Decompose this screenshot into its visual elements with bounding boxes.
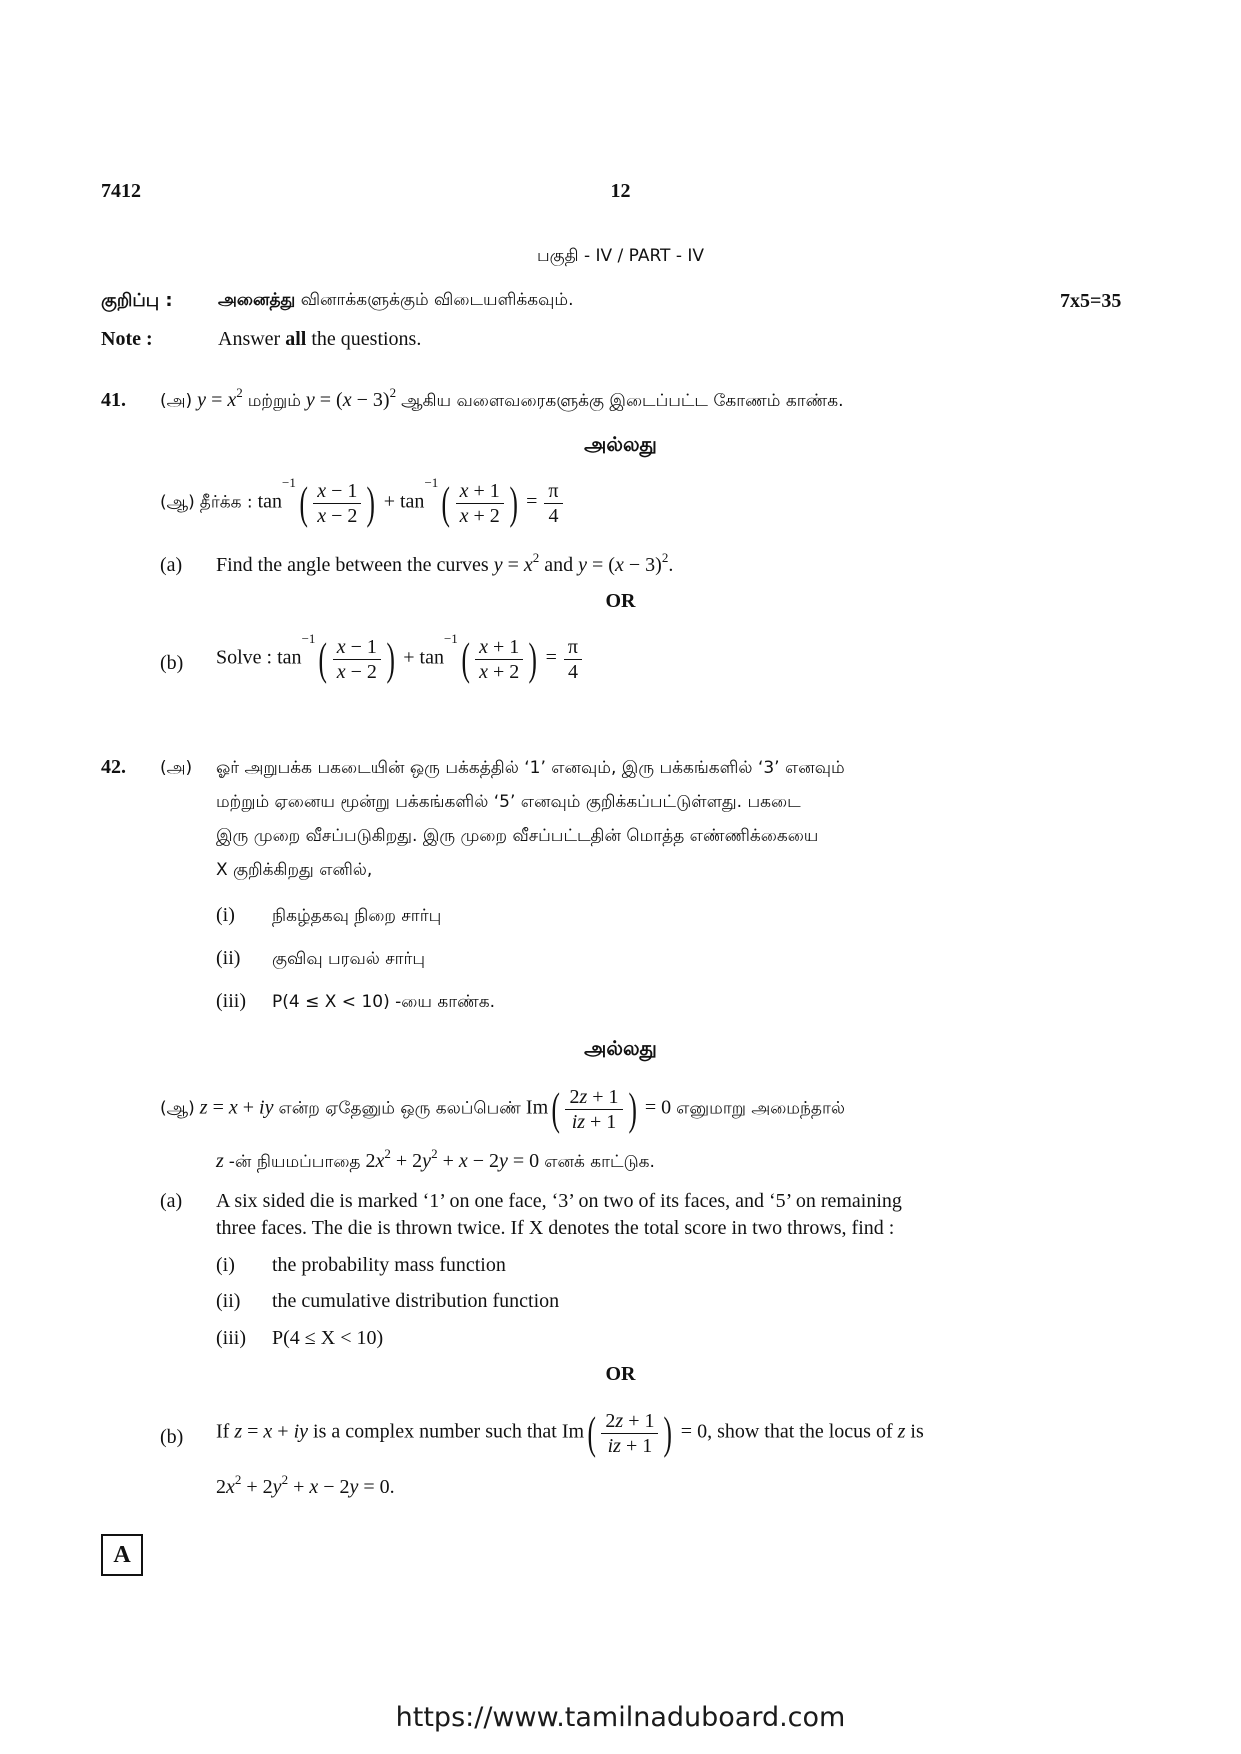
- q41-or-en: OR: [605, 590, 636, 612]
- q42-a-en-line: A six sided die is marked ‘1’ on one face, ‘3’ on two of its faces, and ‘5’ on remaining: [216, 1190, 902, 1212]
- q42-en-item: P(4 ≤ X < 10): [272, 1327, 384, 1349]
- q42-number: 42.: [101, 756, 126, 778]
- q42-ta-item-label: (ii): [216, 947, 241, 969]
- q42-b-en-label: (b): [160, 1426, 184, 1448]
- q42-en-item: the probability mass function: [272, 1254, 506, 1276]
- paper-code: 7412: [101, 180, 141, 202]
- q42-ta-item-label: (iii): [216, 990, 246, 1012]
- q41-b-en: Solve : $\tan^{-1}$( $\frac{x - 1}{x - 2}$ ) + $\tan^{-1}$( $\frac{x + 1}{x + 2}$ ) = $\frac{\pi}{4}$: [216, 636, 584, 682]
- q42-ta-item: குவிவு பரவல் சார்பு: [272, 949, 426, 969]
- part-title: பகுதி - IV / PART - IV: [536, 246, 705, 266]
- page-number: 12: [610, 180, 631, 202]
- q42-ta-item: P(4 ≤ X < 10) -யை காண்க.: [272, 992, 495, 1012]
- note-en: Answer all the questions.: [218, 328, 422, 350]
- q42-en-item-label: (i): [216, 1254, 235, 1276]
- marks: 7x5=35: [1060, 290, 1122, 312]
- note-en-label: Note :: [101, 328, 153, 350]
- q42-a-ta-line: மற்றும் ஏனைய மூன்று பக்கங்களில் ‘5’ எனவும் குறிக்கப்பட்டுள்ளது. பகடை: [216, 792, 801, 812]
- q42-b-ta-line2: z -ன் நியமப்பாதை $2x^2 + 2y^2 + x - 2y = 0$ எனக் காட்டுக.: [216, 1146, 655, 1172]
- q42-b-en-line2: $2x^2 + 2y^2 + x - 2y = 0$.: [216, 1472, 395, 1498]
- q41-number: 41.: [101, 389, 126, 411]
- q42-a-en-label: (a): [160, 1190, 183, 1212]
- q41-or-ta: அல்லது: [584, 432, 657, 456]
- q42-ta-item: நிகழ்தகவு நிறை சார்பு: [272, 906, 442, 926]
- q41-a-en-label: (a): [160, 554, 183, 576]
- note-ta-label: குறிப்பு :: [101, 290, 173, 311]
- note-ta: அனைத்து வினாக்களுக்கும் விடையளிக்கவும்.: [218, 290, 574, 310]
- q42-a-en-line: three faces. The die is thrown twice. If X denotes the total score in two throws, find :: [216, 1217, 895, 1239]
- q42-or-ta: அல்லது: [584, 1036, 657, 1060]
- q41-a-en: Find the angle between the curves $y = x^2$ and $y = (x - 3)^2$.: [216, 550, 674, 576]
- q42-en-item-label: (ii): [216, 1290, 241, 1312]
- q41-b-en-label: (b): [160, 652, 184, 674]
- booklet-box: A: [101, 1534, 143, 1576]
- source-url[interactable]: https://www.tamilnaduboard.com: [395, 1702, 846, 1733]
- q42-en-item: the cumulative distribution function: [272, 1290, 560, 1312]
- q42-en-item-label: (iii): [216, 1327, 246, 1349]
- q42-a-ta-line: இரு முறை வீசப்படுகிறது. இரு முறை வீசப்பட்டதின் மொத்த எண்ணிக்கையை: [216, 826, 819, 846]
- q42-b-en: If z = x + iy is a complex number such that Im( $\frac{2z + 1}{iz + 1}$ ) = 0, show that the locus of z is: [216, 1407, 924, 1458]
- q42-a-ta-line: X குறிக்கிறது எனில்,: [216, 860, 373, 880]
- q41-b-ta: (ஆ) தீர்க்க : $\tan^{-1}$( $\frac{x - 1}{x - 2}$ ) + $\tan^{-1}$( $\frac{x + 1}{x + 2}$ ) = $\frac{\pi}{4}$: [160, 480, 565, 526]
- q42-or-en: OR: [605, 1363, 636, 1385]
- q42-a-ta-line: ஓர் அறுபக்க பகடையின் ஒரு பக்கத்தில் ‘1’ எனவும், இரு பக்கங்களில் ‘3’ எனவும்: [216, 758, 845, 778]
- q42-a-ta-label: (அ): [160, 758, 193, 778]
- q42-b-ta: (ஆ) z = x + iy என்ற ஏதேனும் ஒரு கலப்பெண் Im( $\frac{2z + 1}{iz + 1}$ ) = 0 எனுமாறு அமைந்தால்: [160, 1083, 845, 1134]
- q42-ta-item-label: (i): [216, 904, 235, 926]
- q41-a-ta: (அ) $y = x^2$ மற்றும் $y = (x - 3)^2$ ஆகிய வளைவரைகளுக்கு இடைப்பட்ட கோணம் காண்க.: [160, 385, 844, 411]
